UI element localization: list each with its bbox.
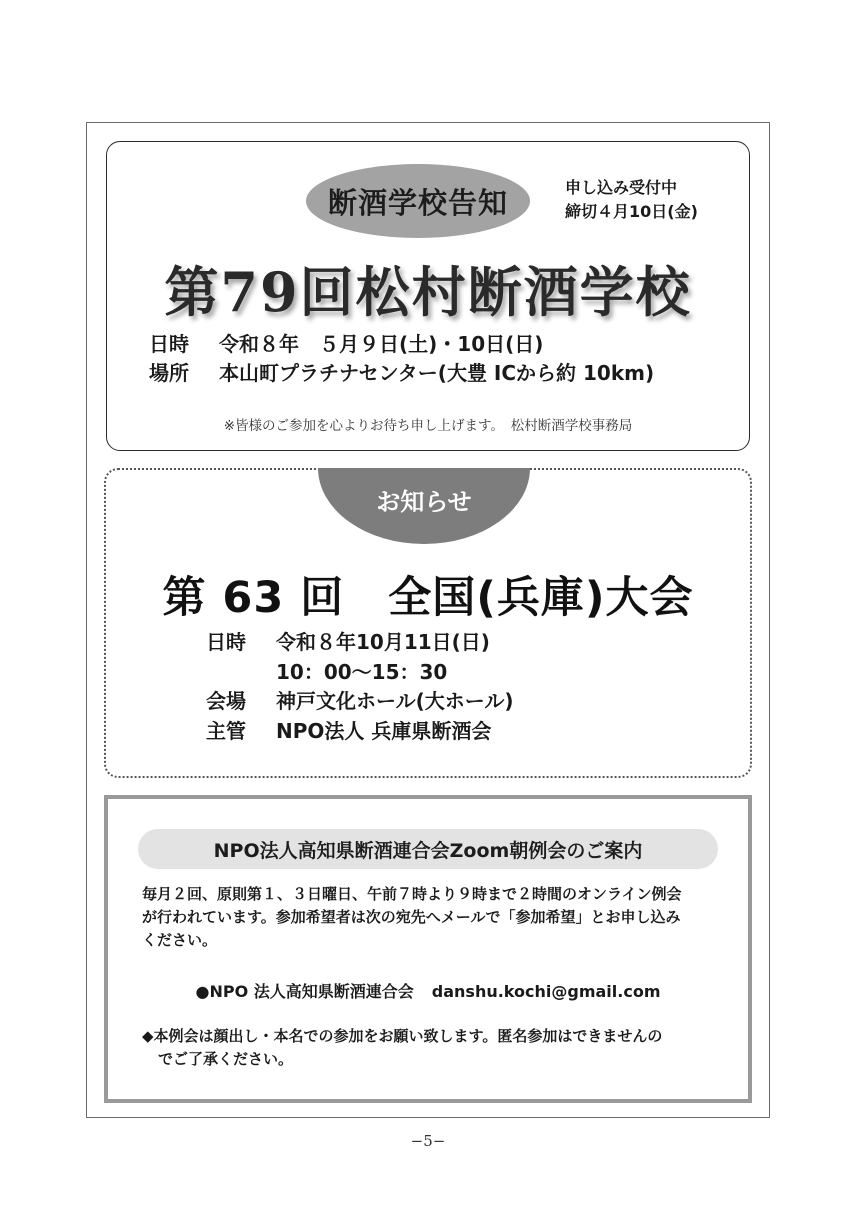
- zoom-caution: [142, 1025, 732, 1071]
- school-place-row: [149, 359, 654, 388]
- zoom-body-line: ください。: [142, 931, 218, 949]
- zoom-meeting-title: NPO法人高知県断酒連合会Zoom朝例会のご案内: [138, 829, 718, 869]
- announcement-box: [104, 468, 752, 778]
- school-title: 第79回松村断酒学校: [164, 260, 692, 324]
- announcement-time-row: [206, 658, 513, 688]
- announcement-time-value: 10：00〜15：30: [276, 659, 448, 684]
- announcement-tab: お知らせ: [318, 468, 530, 544]
- school-date-label: 日時: [149, 332, 189, 356]
- zoom-meeting-description: [142, 883, 722, 952]
- zoom-contact: [108, 979, 748, 1002]
- announcement-host-value: NPO法人 兵庫県断酒会: [276, 718, 492, 743]
- school-notice-box: [106, 141, 750, 451]
- school-place-label: 場所: [149, 361, 189, 385]
- school-date-row: [149, 330, 654, 359]
- zoom-body-line: 毎月２回、原則第１、３日曜日、午前７時より９時まで２時間のオンライン例会: [142, 885, 682, 903]
- announcement-title: 第 63 回 全国(兵庫)大会: [162, 573, 694, 623]
- page-number: −5−: [410, 1132, 446, 1150]
- contact-organization: ●NPO 法人高知県断酒連合会: [195, 982, 414, 1001]
- application-deadline: [565, 176, 698, 224]
- announcement-date-value: 令和８年10月11日(日): [276, 630, 490, 654]
- announcement-date-label: 日時: [206, 630, 246, 654]
- deadline-date: 締切４月10日(金): [565, 202, 698, 221]
- school-details: [149, 330, 654, 388]
- application-status: 申し込み受付中: [565, 178, 678, 197]
- announcement-details: [206, 628, 513, 746]
- zoom-body-line: が行われています。参加希望者は次の宛先へメールで「参加希望」とお申し込み: [142, 908, 681, 926]
- school-date-value: 令和８年 ５月９日(土)・10日(日): [219, 332, 544, 356]
- announcement-venue-value: 神戸文化ホール(大ホール): [276, 689, 514, 713]
- announcement-host-row: [206, 717, 513, 747]
- school-notice-badge: 断酒学校告知: [306, 164, 530, 238]
- caution-line: でご了承ください。: [158, 1050, 294, 1068]
- announcement-venue-row: [206, 687, 513, 717]
- school-place-value: 本山町プラチナセンター(大豊 ICから約 10km): [219, 361, 655, 385]
- announcement-venue-label: 会場: [206, 689, 246, 713]
- contact-email-link[interactable]: danshu.kochi@gmail.com: [431, 982, 661, 1001]
- announcement-date-row: [206, 628, 513, 658]
- school-footnote: ※皆様のご参加を心よりお待ち申し上げます。 松村断酒学校事務局: [223, 418, 633, 434]
- zoom-meeting-box: [104, 795, 752, 1103]
- announcement-host-label: 主管: [206, 718, 246, 743]
- caution-line: ◆本例会は顔出し・本名での参加をお願い致します。匿名参加はできませんの: [142, 1027, 663, 1045]
